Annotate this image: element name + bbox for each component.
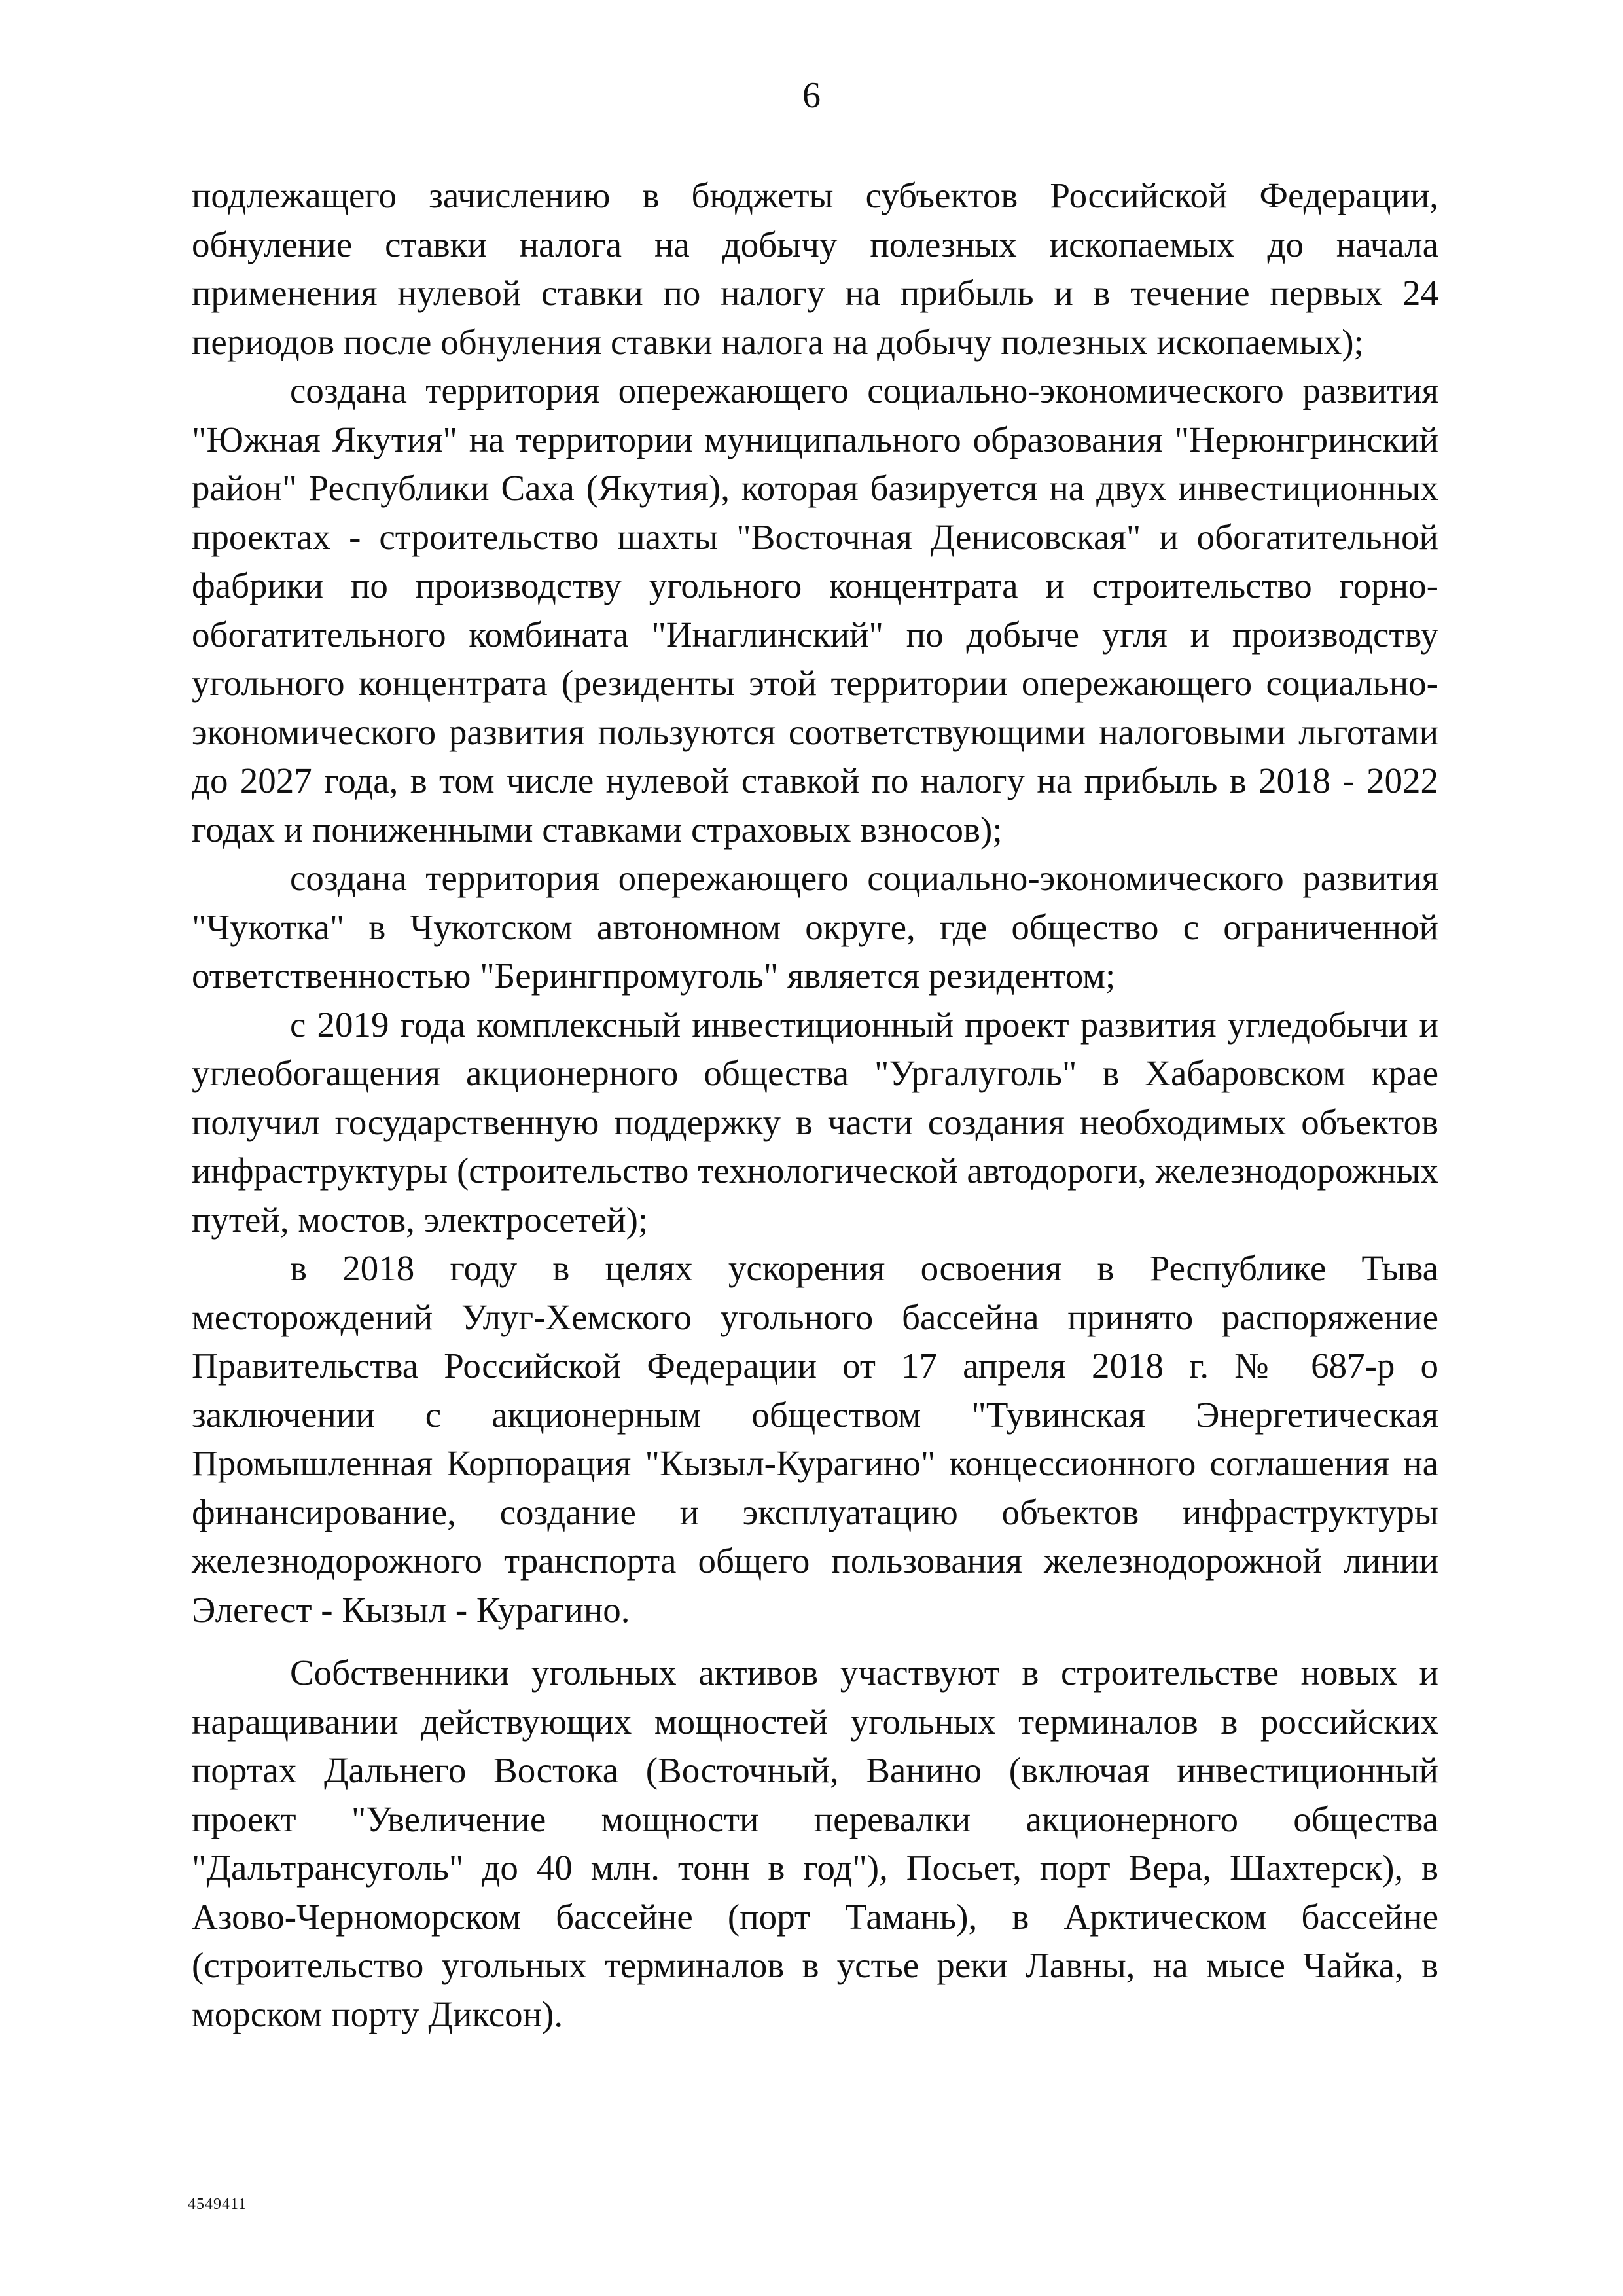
paragraph-chukotka: создана территория опережающего социально-экономического развития "Чукотка" в Чукотском автономном округе, где общество с ограниченной ответственностью "Берингпромуголь" является резидентом; <box>192 858 1438 996</box>
document-code: 4549411 <box>188 2196 247 2213</box>
paragraph-urgalugol: с 2019 года комплексный инвестиционный проект развития угледобычи и углеобогащения акционерного общества "Ургалуголь" в Хабаровском крае получил государственную поддержку в части создания необходимых объектов инфраструктуры (строительство технологической автодороги, железнодорожных путей, мостов, электросетей); <box>192 1004 1438 1240</box>
paragraph-south-yakutia: создана территория опережающего социально-экономического развития "Южная Якутия" на территории муниципального образования "Нерюнгринский район" Республики Саха (Якутия), которая базируется на двух инвестиционных проектах - строительство шахты "Восточная Денисовская" и обогатительной фабрики по производству угольного концентрата и строительство горно-обогатительного комбината "Инаглинский" по добыче угля и производству угольного концентрата (резиденты этой территории опережающего социально-экономического развития пользуются соответствующими налоговыми льготами до 2027 года, в том числе нулевой ставкой по налогу на прибыль в 2018 - 2022 годах и пониженными ставками страховых взносов); <box>192 370 1438 850</box>
paragraph-tuva-railway: в 2018 году в целях ускорения освоения в Республике Тыва месторождений Улуг-Хемского угольного бассейна принято распоряжение Правительства Российской Федерации от 17 апреля 2018 г. № 687-р о заключении с акционерным обществом "Тувинская Энергетическая Промышленная Корпорация "Кызыл-Курагино" концессионного соглашения на финансирование, создание и эксплуатацию объектов инфраструктуры железнодорожного транспорта общего пользования железнодорожной линии Элегест - Кызыл - Курагино. <box>192 1248 1438 1630</box>
paragraph-coal-terminals: Собственники угольных активов участвуют в строительстве новых и наращивании действующих мощностей угольных терминалов в российских портах Дальнего Востока (Восточный, Ванино (включая инвестиционный проект "Увеличение мощности перевалки акционерного общества "Дальтрансуголь" до 40 млн. тонн в год"), Посьет, порт Вера, Шахтерск), в Азово-Черноморском бассейне (порт Тамань), в Арктическом бассейне (строительство угольных терминалов в устье реки Лавны, на мысе Чайка, в морском порту Диксон). <box>192 1653 1438 2034</box>
document-body <box>192 171 1438 2039</box>
paragraph-tax-rate-continuation: подлежащего зачислению в бюджеты субъектов Российской Федерации, обнуление ставки налога на добычу полезных ископаемых до начала применения нулевой ставки по налогу на прибыль и в течение первых 24 периодов после обнуления ставки налога на добычу полезных ископаемых); <box>192 175 1438 362</box>
page-number: 6 <box>802 75 821 116</box>
